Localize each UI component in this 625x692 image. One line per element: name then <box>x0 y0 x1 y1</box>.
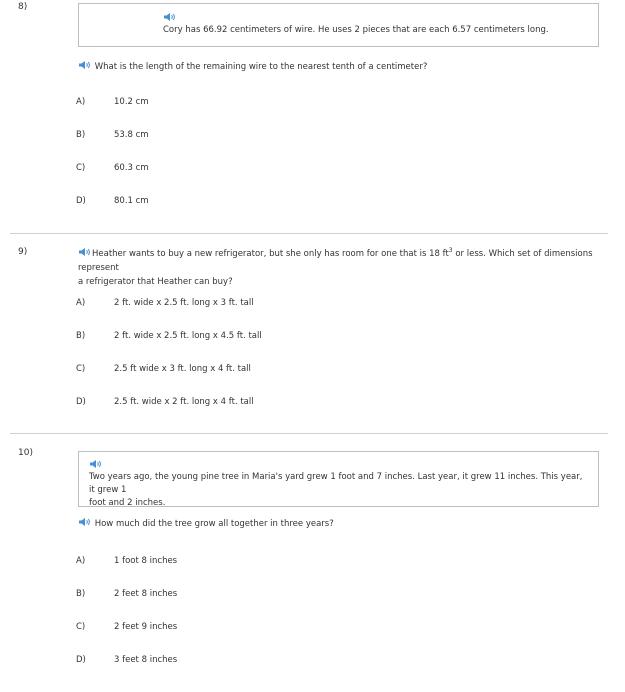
passage-box <box>78 451 599 507</box>
option-text: 80.1 cm <box>114 196 149 206</box>
option-text: 2 feet 8 inches <box>114 589 178 599</box>
option-d[interactable] <box>0 395 625 409</box>
passage-text: Cory has 66.92 centimeters of wire. He uses 2 pieces that are each 6.57 centimeters long. <box>163 25 549 35</box>
stem-text: How much did the tree grow all together in three years? <box>94 519 334 529</box>
option-letter: D) <box>76 196 86 206</box>
speaker-icon[interactable] <box>89 459 103 469</box>
option-letter: C) <box>76 364 86 374</box>
stem-text-continued: or less. Which set of dimensions represent <box>78 249 593 273</box>
option-a[interactable] <box>0 554 625 568</box>
option-letter: B) <box>76 589 86 599</box>
option-letter: B) <box>76 130 86 140</box>
option-d[interactable] <box>0 194 625 208</box>
option-b[interactable] <box>0 128 625 142</box>
option-text: 60.3 cm <box>114 163 149 173</box>
option-text: 53.8 cm <box>114 130 149 140</box>
option-letter: C) <box>76 163 86 173</box>
speaker-icon[interactable] <box>163 12 177 22</box>
question-stem <box>78 60 427 74</box>
stem-text-line2: a refrigerator that Heather can buy? <box>78 277 233 287</box>
option-letter: A) <box>76 298 86 308</box>
option-c[interactable] <box>0 620 625 634</box>
option-text: 2.5 ft wide x 3 ft. long x 4 ft. tall <box>114 364 251 374</box>
speaker-icon[interactable] <box>78 247 92 257</box>
question-number: 10) <box>18 448 33 458</box>
option-letter: A) <box>76 97 86 107</box>
stem-text: What is the length of the remaining wire to the nearest tenth of a centimeter? <box>94 62 428 72</box>
stem-superscript: 3 <box>448 247 453 255</box>
option-c[interactable] <box>0 362 625 376</box>
option-a[interactable] <box>0 95 625 109</box>
speaker-icon[interactable] <box>78 60 92 70</box>
passage-text-line2: foot and 2 inches. <box>89 498 166 508</box>
stem-text: Heather wants to buy a new refrigerator, but she only has room for one that is 18 ft <box>92 249 449 259</box>
passage-text: Two years ago, the young pine tree in Maria's yard grew 1 foot and 7 inches. Last year, it grew 11 inches. This year, it grew 1 <box>89 472 583 495</box>
option-a[interactable] <box>0 296 625 310</box>
option-letter: B) <box>76 331 86 341</box>
option-c[interactable] <box>0 161 625 175</box>
option-b[interactable] <box>0 587 625 601</box>
question-divider <box>10 233 608 234</box>
option-text: 2.5 ft. wide x 2 ft. long x 4 ft. tall <box>114 397 254 407</box>
question-divider <box>10 433 608 434</box>
option-letter: A) <box>76 556 86 566</box>
question-number: 9) <box>18 247 28 257</box>
question-stem <box>78 517 334 531</box>
option-letter: D) <box>76 655 86 665</box>
option-text: 2 ft. wide x 2.5 ft. long x 3 ft. tall <box>114 298 254 308</box>
option-letter: D) <box>76 397 86 407</box>
option-d[interactable] <box>0 653 625 667</box>
option-text: 2 ft. wide x 2.5 ft. long x 4.5 ft. tall <box>114 331 262 341</box>
option-text: 10.2 cm <box>114 97 149 107</box>
question-stem <box>78 247 608 289</box>
question-number: 8) <box>18 2 28 12</box>
passage-box <box>78 3 599 47</box>
option-letter: C) <box>76 622 86 632</box>
speaker-icon[interactable] <box>78 517 92 527</box>
option-text: 3 feet 8 inches <box>114 655 178 665</box>
option-text: 1 foot 8 inches <box>114 556 178 566</box>
option-text: 2 feet 9 inches <box>114 622 178 632</box>
option-b[interactable] <box>0 329 625 343</box>
